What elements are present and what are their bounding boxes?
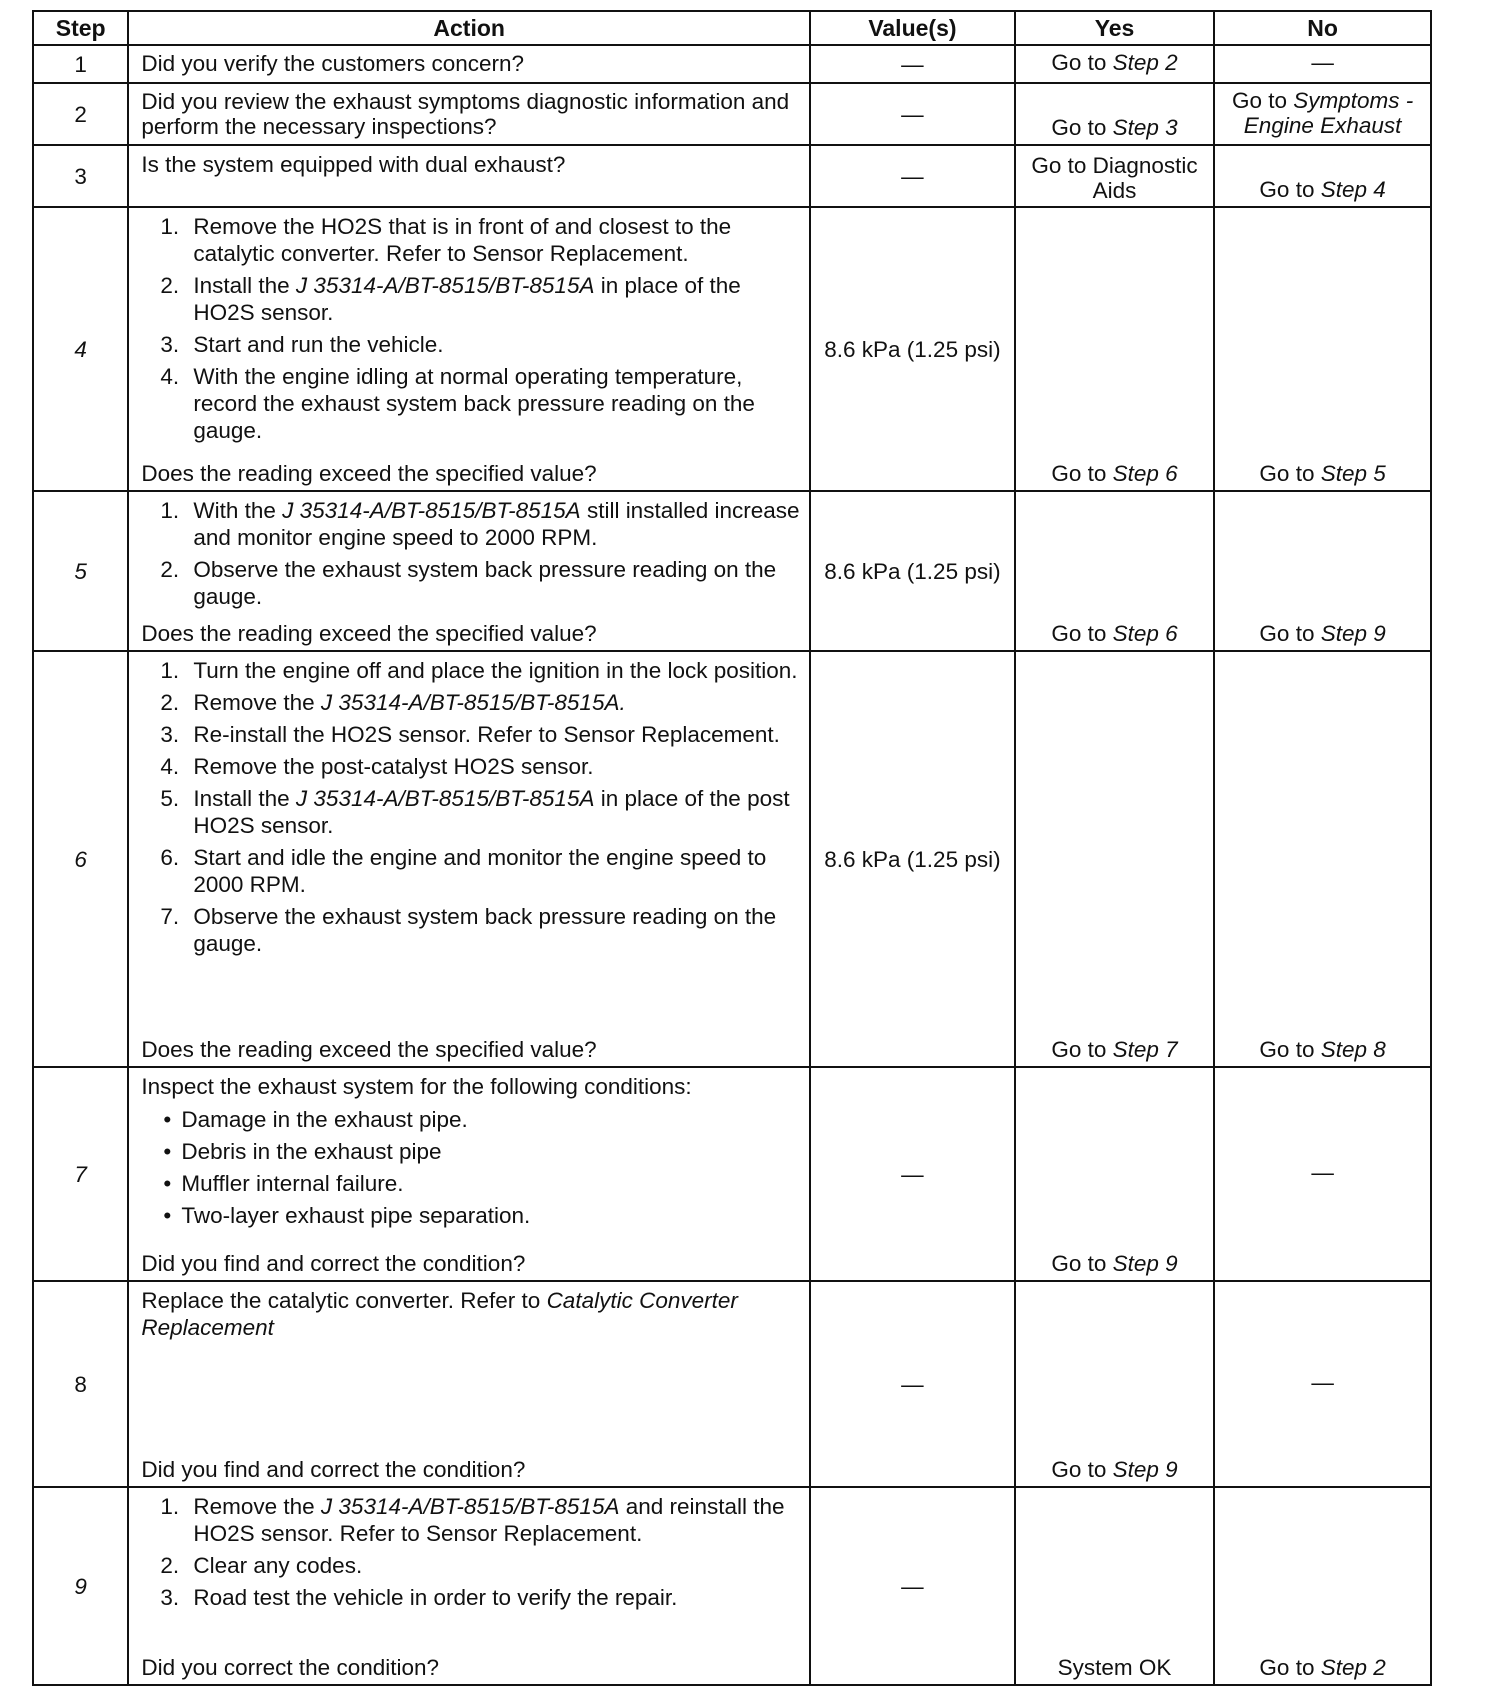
procedure-item: 2. Clear any codes. <box>185 1552 801 1579</box>
table-row <box>33 45 1431 83</box>
table-row <box>33 1067 1431 1281</box>
value-cell: — <box>810 45 1015 83</box>
list-item: • Muffler internal failure. <box>181 1170 801 1197</box>
no-cell <box>1214 1067 1431 1281</box>
action-cell <box>128 145 810 207</box>
no-ref: Symptoms - Engine Exhaust <box>1243 87 1414 138</box>
yes-step-ref: Step 7 <box>1112 1037 1178 1062</box>
question-text: Does the reading exceed the specified value? <box>141 461 597 486</box>
yes-prefix: Go to <box>1051 621 1113 646</box>
yes-cell <box>1015 83 1214 145</box>
yes-prefix: Go to <box>1051 461 1113 486</box>
no-prefix: Go to <box>1259 177 1321 202</box>
table-row <box>33 83 1431 145</box>
header-action: Action <box>128 11 810 45</box>
procedure-item: 4. With the engine idling at normal operating temperature, record the exhaust system back pressure reading on the gauge. <box>185 363 801 444</box>
yes-prefix: Go to <box>1051 50 1113 75</box>
no-cell <box>1214 45 1431 83</box>
step-number: 3 <box>33 145 128 207</box>
no-cell <box>1214 1487 1431 1685</box>
value-cell: — <box>810 1487 1015 1685</box>
yes-cell <box>1015 1487 1214 1685</box>
no-text: — <box>1311 1160 1334 1185</box>
action-cell <box>128 491 810 651</box>
yes-prefix: Go to <box>1051 1251 1113 1276</box>
procedure-item: 3. Road test the vehicle in order to verify the repair. <box>185 1584 801 1611</box>
header-values: Value(s) <box>810 11 1015 45</box>
yes-cell <box>1015 45 1214 83</box>
action-cell <box>128 83 810 145</box>
yes-step-ref: Step 2 <box>1112 50 1178 75</box>
no-step-ref: Step 4 <box>1320 177 1386 202</box>
diagnostic-document <box>32 10 1432 1686</box>
yes-text: System OK <box>1057 1655 1172 1680</box>
step-number: 9 <box>33 1487 128 1685</box>
table-row <box>33 1281 1431 1487</box>
no-cell <box>1214 83 1431 145</box>
question-text: Does the reading exceed the specified value? <box>141 621 597 646</box>
procedure-item: 1. Remove the J 35314-A/BT-8515/BT-8515A and reinstall the HO2S sensor. Refer to Sensor Replacement. <box>185 1493 801 1547</box>
diagnostic-table <box>32 10 1432 1686</box>
value-cell: 8.6 kPa (1.25 psi) <box>810 491 1015 651</box>
no-cell <box>1214 651 1431 1067</box>
value-cell: — <box>810 83 1015 145</box>
table-row <box>33 491 1431 651</box>
yes-prefix: Go to <box>1051 1457 1113 1482</box>
no-step-ref: Step 2 <box>1320 1655 1386 1680</box>
table-row <box>33 651 1431 1067</box>
table-row <box>33 1487 1431 1685</box>
value-cell: 8.6 kPa (1.25 psi) <box>810 651 1015 1067</box>
question-text: Does the reading exceed the specified value? <box>141 1037 597 1062</box>
yes-cell <box>1015 145 1214 207</box>
procedure-item: 4. Remove the post-catalyst HO2S sensor. <box>185 753 801 780</box>
tool-name: J 35314-A/BT-8515/BT-8515A <box>295 786 595 811</box>
yes-prefix: Go to <box>1051 115 1113 140</box>
no-prefix: Go to <box>1259 621 1321 646</box>
procedure-item: 1. With the J 35314-A/BT-8515/BT-8515A still installed increase and monitor engine speed to 2000 RPM. <box>185 497 801 551</box>
list-item: • Two-layer exhaust pipe separation. <box>181 1202 801 1229</box>
step-number: 7 <box>33 1067 128 1281</box>
no-prefix: Go to <box>1231 87 1294 113</box>
yes-cell <box>1015 491 1214 651</box>
value-cell: — <box>810 1067 1015 1281</box>
table-row <box>33 145 1431 207</box>
tool-name: J 35314-A/BT-8515/BT-8515A. <box>320 690 626 715</box>
step-number: 8 <box>33 1281 128 1487</box>
step-number: 6 <box>33 651 128 1067</box>
yes-cell <box>1015 651 1214 1067</box>
list-item: • Damage in the exhaust pipe. <box>181 1106 801 1133</box>
no-cell <box>1214 491 1431 651</box>
yes-step-ref: Step 6 <box>1112 621 1178 646</box>
procedure-item: 3. Re-install the HO2S sensor. Refer to Sensor Replacement. <box>185 721 801 748</box>
procedure-item: 2. Remove the J 35314-A/BT-8515/BT-8515A. <box>185 689 801 716</box>
action-cell <box>128 1067 810 1281</box>
procedure-list <box>141 497 801 615</box>
yes-step-ref: Step 9 <box>1112 1251 1178 1276</box>
action-text: Did you review the exhaust symptoms diagnostic information and perform the necessary inspections? <box>141 89 790 139</box>
no-step-ref: Step 5 <box>1320 461 1386 486</box>
procedure-item: 1. Turn the engine off and place the ignition in the lock position. <box>185 657 801 684</box>
no-step-ref: Step 8 <box>1320 1037 1386 1062</box>
no-text: — <box>1311 1370 1334 1395</box>
procedure-item: 5. Install the J 35314-A/BT-8515/BT-8515A in place of the post HO2S sensor. <box>185 785 801 839</box>
tool-name: J 35314-A/BT-8515/BT-8515A <box>320 1494 620 1519</box>
header-row <box>33 11 1431 45</box>
no-step-ref: Step 9 <box>1320 621 1386 646</box>
no-prefix: Go to <box>1259 1655 1321 1680</box>
procedure-item: 3. Start and run the vehicle. <box>185 331 801 358</box>
yes-step-ref: Step 6 <box>1112 461 1178 486</box>
no-cell <box>1214 207 1431 491</box>
question-text: Did you find and correct the condition? <box>141 1457 526 1482</box>
action-intro: Inspect the exhaust system for the following conditions: <box>141 1074 692 1099</box>
action-cell <box>128 1281 810 1487</box>
procedure-list <box>141 1493 801 1616</box>
tool-name: J 35314-A/BT-8515/BT-8515A <box>282 498 581 523</box>
list-item: • Debris in the exhaust pipe <box>181 1138 801 1165</box>
procedure-ref: Catalytic Converter Replacement <box>141 1288 738 1340</box>
action-text: Did you verify the customers concern? <box>141 51 525 76</box>
action-cell <box>128 45 810 83</box>
value-cell: 8.6 kPa (1.25 psi) <box>810 207 1015 491</box>
yes-cell <box>1015 207 1214 491</box>
condition-list <box>141 1106 801 1234</box>
no-cell <box>1214 145 1431 207</box>
no-prefix: Go to <box>1259 461 1321 486</box>
action-cell <box>128 651 810 1067</box>
table-row <box>33 207 1431 491</box>
question-text: Did you correct the condition? <box>141 1655 440 1680</box>
question-text: Did you find and correct the condition? <box>141 1251 526 1276</box>
no-prefix: Go to <box>1259 1037 1321 1062</box>
procedure-item: 2. Install the J 35314-A/BT-8515/BT-8515A in place of the HO2S sensor. <box>185 272 801 326</box>
no-text: — <box>1311 50 1334 75</box>
procedure-item: 1. Remove the HO2S that is in front of and closest to the catalytic converter. Refer to Sensor Replacement. <box>185 213 801 267</box>
step-number: 1 <box>33 45 128 83</box>
procedure-list <box>141 657 801 962</box>
header-yes: Yes <box>1015 11 1214 45</box>
action-cell <box>128 207 810 491</box>
no-cell <box>1214 1281 1431 1487</box>
step-number: 5 <box>33 491 128 651</box>
yes-cell <box>1015 1281 1214 1487</box>
yes-text: Go to Diagnostic Aids <box>1031 153 1198 203</box>
yes-prefix: Go to <box>1051 1037 1113 1062</box>
procedure-item: 6. Start and idle the engine and monitor the engine speed to 2000 RPM. <box>185 844 801 898</box>
header-step: Step <box>33 11 128 45</box>
yes-step-ref: Step 9 <box>1112 1457 1178 1482</box>
action-cell <box>128 1487 810 1685</box>
action-intro: Replace the catalytic converter. Refer to Catalytic Converter Replacement <box>141 1288 738 1340</box>
value-cell: — <box>810 145 1015 207</box>
header-no: No <box>1214 11 1431 45</box>
action-text: Is the system equipped with dual exhaust? <box>141 152 566 177</box>
step-number: 4 <box>33 207 128 491</box>
step-number: 2 <box>33 83 128 145</box>
yes-cell <box>1015 1067 1214 1281</box>
procedure-item: 7. Observe the exhaust system back pressure reading on the gauge. <box>185 903 801 957</box>
procedure-item: 2. Observe the exhaust system back pressure reading on the gauge. <box>185 556 801 610</box>
yes-step-ref: Step 3 <box>1112 115 1178 140</box>
procedure-list <box>141 213 801 449</box>
tool-name: J 35314-A/BT-8515/BT-8515A <box>295 273 595 298</box>
value-cell: — <box>810 1281 1015 1487</box>
